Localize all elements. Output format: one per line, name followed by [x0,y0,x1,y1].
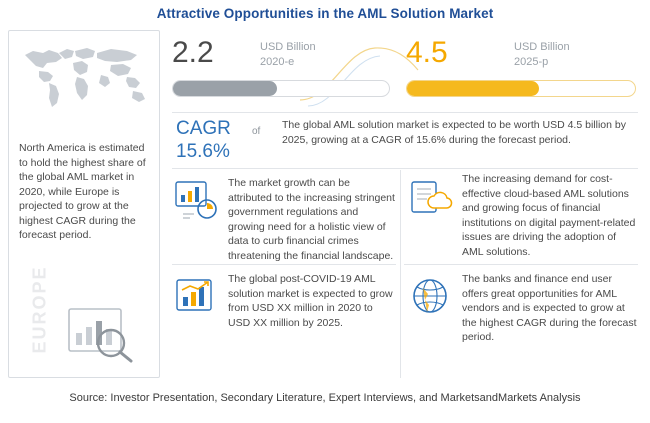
metric-2020-bar [172,80,390,97]
metric-2020-bar-fill [173,81,277,96]
insight-cell-market-growth-text: The market growth can be attributed to the increasing stringent government regulations and growing need for a holistic view of data to curb financial crimes threatening the financial landscape. [228,177,395,262]
metric-2020-year: 2020-e [260,56,295,68]
insight-cell-post-covid-text: The global post-COVID-19 AML solution market is expected to grow from USD XX million in 2020 to USD XX million by 2025. [228,273,393,329]
chart-magnifier-icon [63,303,139,365]
metric-2025 [406,36,636,106]
source-note: Source: Investor Presentation, Secondary Literature, Expert Interviews, and MarketsandMarkets Analysis [69,392,581,404]
cagr-label: CAGR [176,118,231,139]
metric-2020 [172,36,390,106]
divider-right-mid [404,264,638,265]
insight-cell-cloud-demand-text: The increasing demand for cost-effective cloud-based AML solutions and growing focus of financial institutions on digital payment-related issues are driving the adoption of AML solutions. [462,173,636,258]
world-map-icon [15,39,155,111]
globe-icon [408,274,454,318]
metric-2025-bar-fill [407,81,539,96]
cagr-block [172,118,276,166]
europe-watermark: EUROPE [29,265,50,354]
cloud-document-icon [408,174,454,218]
metric-2025-unit: USD Billion [514,41,570,53]
metric-2025-value: 4.5 [406,36,448,69]
cagr-value: 15.6% [176,141,230,162]
metric-2025-year: 2025-p [514,56,549,68]
metric-2025-bar [406,80,636,97]
insight-cell-banks-finance-text: The banks and finance end user offers great opportunities for AML vendors and is expected to grow at the highest CAGR during the forecast period. [462,273,637,343]
analytics-chart-icon [174,178,220,222]
divider-middle [172,168,638,169]
metric-2020-unit: USD Billion [260,41,316,53]
cagr-description: The global AML solution market is expected to be worth USD 4.5 billion by 2025, growing at a CAGR of 15.6% during the forecast period. [282,119,626,146]
metric-2020-value: 2.2 [172,36,214,69]
divider-vertical [400,170,401,378]
divider-left-mid [172,264,396,265]
cagr-of-label: of [252,126,261,137]
left-panel-text: North America is estimated to hold the highest share of the global AML market in 2020, while Europe is projected to grow at the highest CAGR during the forecast period. [19,142,146,241]
bar-chart-growth-icon [174,274,220,318]
page-title: Attractive Opportunities in the AML Solution Market [156,6,494,21]
divider-top [172,112,638,113]
left-panel [8,30,160,378]
